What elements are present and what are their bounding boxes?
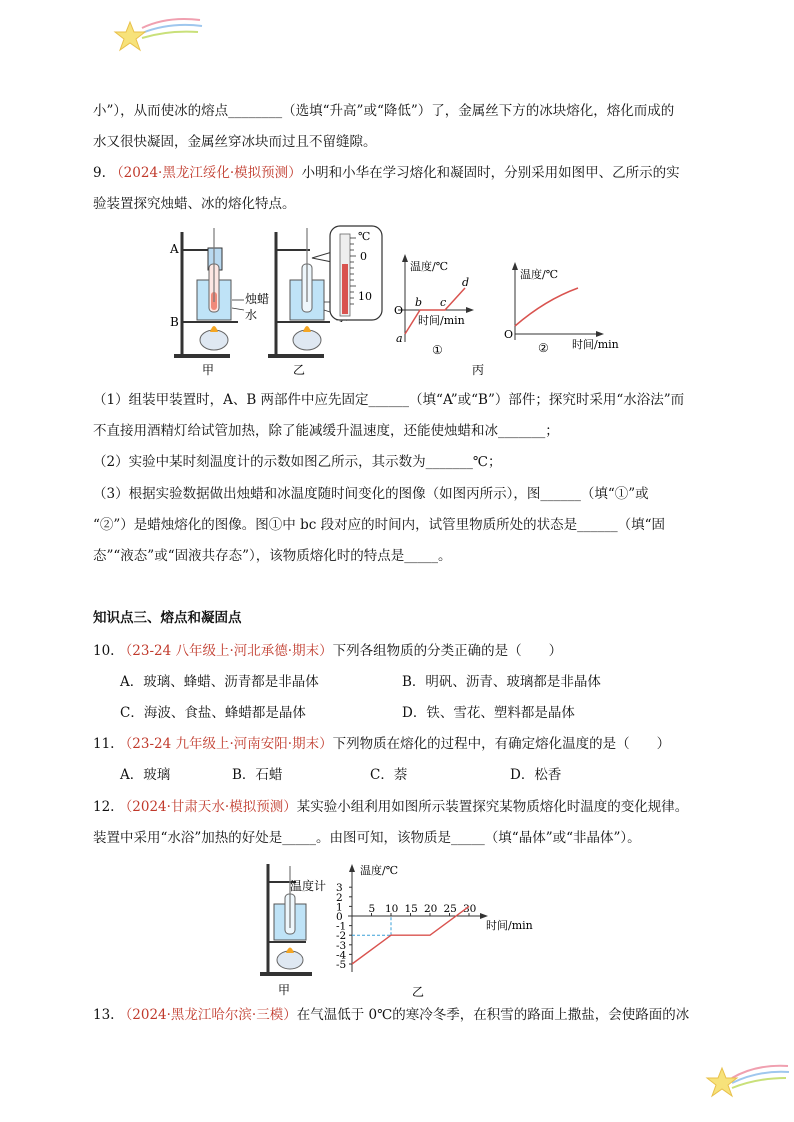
y-tick-label: 0 — [336, 911, 343, 923]
question-number: 9. — [93, 165, 106, 181]
question-source: （2024·黑龙江绥化·模拟预测） — [110, 165, 302, 181]
question-stem: 在气温低于 0℃的寒冷冬季，在积雪的路面上撒盐，会使路面的冰 — [296, 1007, 690, 1023]
melting-chart — [336, 864, 488, 972]
paragraph-line: 小”），从而使冰的熔点________（选填“升高”或“降低”）了，金属丝下方的冰块熔化，熔化而成的 — [93, 103, 675, 119]
option-C: C．海波、食盐、蜂蜡都是晶体 — [120, 705, 306, 721]
thermometer-zoom — [330, 226, 382, 320]
y-tick-label: -4 — [336, 949, 347, 962]
label-wax: 烛蜡 — [245, 292, 270, 306]
g1-point-a: a — [396, 332, 403, 345]
option-A: A．玻璃、蜂蜡、沥青都是非晶体 — [120, 674, 319, 690]
option-B: B．明矾、沥青、玻璃都是非晶体 — [402, 674, 601, 690]
thermo-tick-10: 10 — [358, 290, 372, 303]
star-decoration-bottom — [704, 1058, 790, 1102]
y-tick-label: -5 — [336, 959, 347, 971]
question-10 — [93, 641, 562, 661]
thermo-unit: ℃ — [358, 230, 371, 243]
g1-caption: ① — [432, 343, 443, 357]
g1-point-c: c — [440, 296, 447, 309]
label-B: B — [170, 315, 179, 329]
chart-ylabel: 温度/℃ — [360, 864, 399, 877]
apparatus-yi — [268, 228, 336, 358]
x-tick-label: 10 — [385, 903, 399, 915]
label-thermometer: 温度计 — [290, 879, 327, 893]
chart-xlabel: 时间/min — [486, 919, 533, 932]
question-stem: 小明和小华在学习熔化和凝固时，分别采用如图甲、乙所示的实 — [301, 165, 680, 181]
caption-jia: 甲 — [202, 363, 215, 377]
q9-sub1-cont: 不直接用酒精灯给试管加热，除了能减缓升温速度，还能使烛蜡和冰_______； — [93, 423, 559, 439]
y-tick-label: 2 — [336, 891, 343, 904]
g1-origin: O — [394, 304, 404, 317]
q9-sub3: （3）根据实验数据做出烛蜡和冰温度随时间变化的图像（如图丙所示），图______（填“①”或 — [93, 486, 649, 502]
x-tick-label: 5 — [368, 903, 376, 915]
option-A: A．玻璃 — [120, 767, 171, 783]
g2-caption: ② — [538, 341, 549, 355]
y-tick-label: 1 — [336, 901, 343, 914]
paragraph-line: 水又很快凝固，金属丝穿冰块而过且不留缝隙。 — [93, 134, 377, 150]
x-tick-label: 15 — [404, 903, 418, 915]
q12-figure — [252, 856, 552, 998]
question-stem: 下列各组物质的分类正确的是（ ） — [332, 643, 563, 659]
x-tick-label: 25 — [443, 903, 457, 915]
question-stem: 下列物质在熔化的过程中，有确定熔化温度的是（ ） — [332, 736, 671, 752]
caption-jia: 甲 — [278, 983, 291, 997]
question-source: （2024·甘肃天水·模拟预测） — [118, 799, 297, 815]
g1-xlabel: 时间/min — [418, 314, 465, 327]
q9-sub3-cont: “②”）是蜡烛熔化的图像。图①中 bc 段对应的时间内，试管里物质所处的状态是______（填“固 — [93, 517, 665, 533]
question-source: （2024·黑龙江哈尔滨·三模） — [118, 1007, 297, 1023]
y-tick-label: 3 — [336, 882, 343, 895]
caption-yi: 乙 — [412, 985, 425, 998]
question-number: 10. — [93, 643, 115, 659]
question-source: （23-24 九年级上·河南安阳·期末） — [118, 736, 333, 752]
x-tick-label: 20 — [424, 903, 438, 915]
y-tick-label: -3 — [336, 939, 347, 952]
option-C: C．萘 — [370, 767, 408, 783]
question-11 — [93, 734, 670, 754]
g1-point-d: d — [462, 276, 470, 289]
question-13 — [93, 1005, 689, 1025]
g2-origin: O — [504, 328, 514, 341]
question-stem: 某实验小组利用如图所示装置探究某物质熔化时温度的变化规律。 — [296, 799, 689, 815]
q9-sub3-cont: 态”“液态”或“固液共存态”），该物质熔化时的特点是_____。 — [93, 548, 452, 564]
q9-sub1: （1）组装甲装置时，A、B 两部件中应先固定______（填“A”或“B”）部件；探究时采用“水浴法”而 — [93, 392, 685, 408]
star-decoration-top — [112, 14, 204, 60]
y-tick-label: -1 — [336, 920, 347, 933]
caption-yi: 乙 — [293, 363, 306, 377]
question-number: 13. — [93, 1007, 115, 1023]
label-water: 水 — [245, 308, 258, 322]
question-12 — [93, 797, 688, 817]
section-title: 知识点三、熔点和凝固点 — [93, 610, 242, 626]
question-stem-line: 验装置探究烛蜡、冰的熔化特点。 — [93, 196, 296, 212]
g1-point-b: b — [415, 296, 423, 309]
q9-sub2: （2）实验中某时刻温度计的示数如图乙所示，其示数为_______℃； — [93, 454, 502, 470]
option-D: D．松香 — [510, 767, 562, 783]
question-number: 12. — [93, 799, 115, 815]
question-stem-line: 装置中采用“水浴”加热的好处是_____。由图可知，该物质是_____（填“晶体”或“非晶体”）。 — [93, 830, 641, 846]
g2-xlabel: 时间/min — [572, 338, 619, 351]
x-tick-label: 30 — [463, 903, 477, 915]
y-tick-label: -2 — [336, 930, 347, 943]
y-axis-arrow — [349, 864, 355, 872]
q9-figure — [160, 222, 640, 380]
question-9 — [93, 163, 680, 183]
g2-ylabel: 温度/℃ — [520, 268, 559, 281]
g1-ylabel: 温度/℃ — [410, 260, 449, 273]
caption-bing: 丙 — [472, 363, 485, 377]
apparatus-jia — [174, 228, 244, 358]
question-source: （23-24 八年级上·河北承德·期末） — [118, 643, 333, 659]
thermo-tick-0: 0 — [360, 250, 367, 263]
label-A: A — [170, 242, 179, 256]
question-number: 11. — [93, 736, 115, 752]
option-D: D．铁、雪花、塑料都是晶体 — [402, 705, 575, 721]
option-B: B．石蜡 — [232, 767, 283, 783]
